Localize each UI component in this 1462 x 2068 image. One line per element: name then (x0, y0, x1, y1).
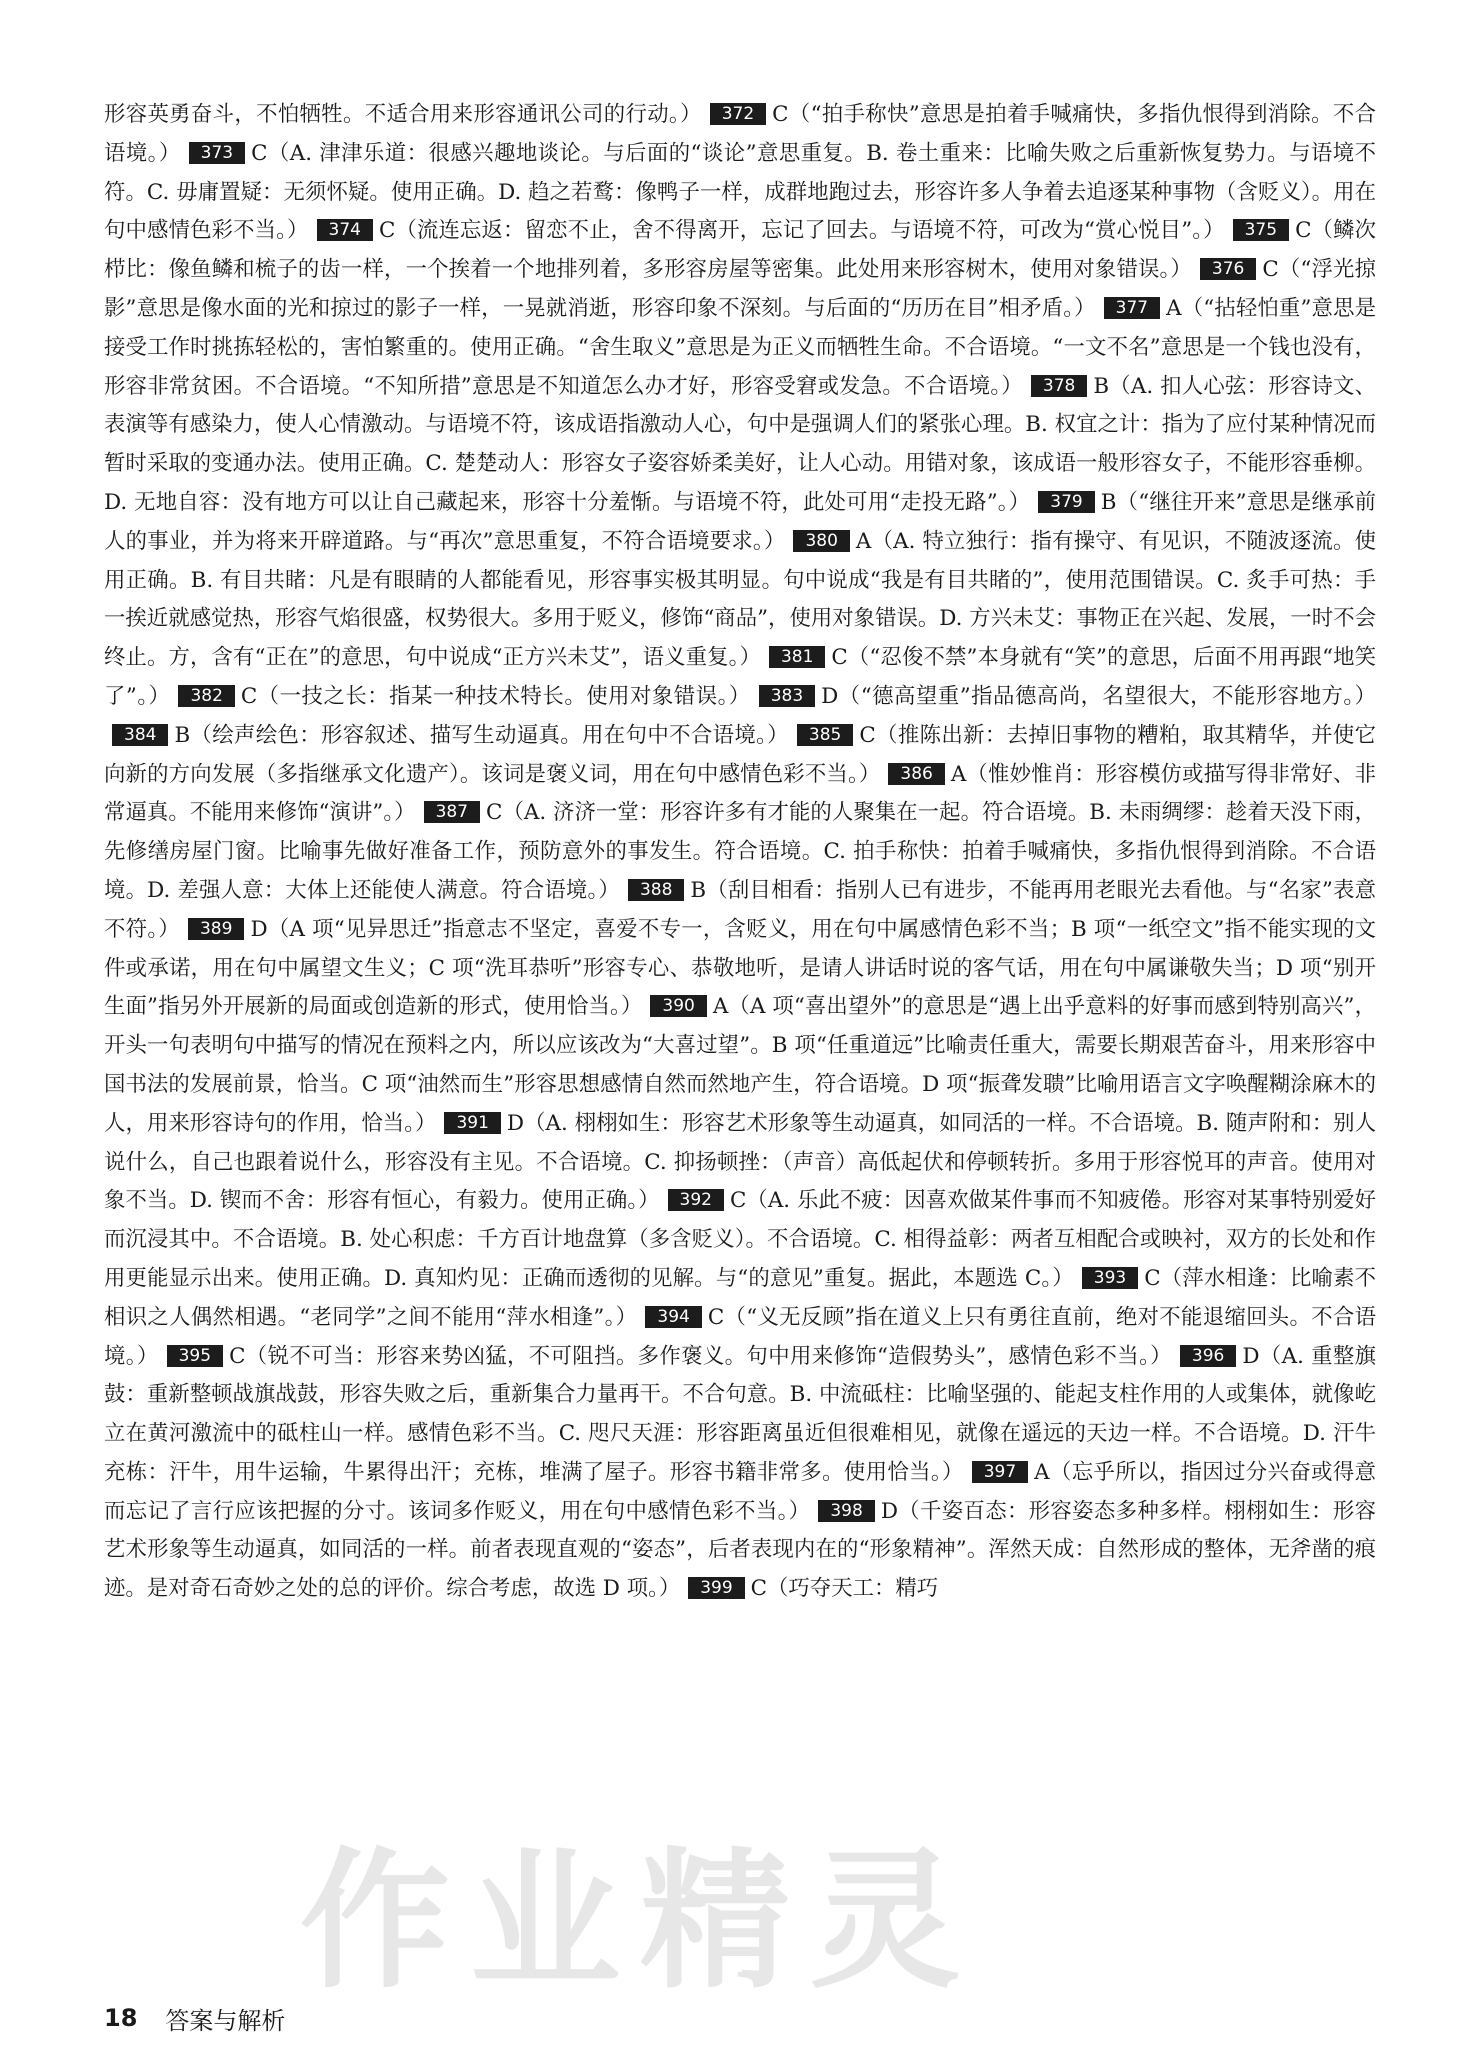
answer-text: A（惟妙惟肖：形容模仿或描写得非常好、非常逼真。不能用来修饰“演讲”。） (104, 761, 1376, 826)
question-number-badge: 393 (1082, 1267, 1138, 1289)
question-number-badge: 399 (688, 1577, 744, 1599)
question-number-badge: 380 (793, 530, 849, 552)
question-number-badge: 387 (424, 801, 480, 823)
answer-text: C（A. 津津乐道：很感兴趣地谈论。与后面的“谈论”意思重复。B. 卷土重来：比喻失败之后重新恢复势力。与语境不符。C. 毋庸置疑：无须怀疑。使用正确。D. 趋之若鹜：像鸭子一样，成群地跑过去，形容许多人争着去追逐某种事物（含贬义）。用在句中感情色彩不当。） (104, 140, 1376, 244)
question-number-badge: 389 (188, 918, 244, 940)
answer-text: B（绘声绘色：形容叙述、描写生动逼真。用在句中不合语境。） (174, 722, 789, 748)
answer-paragraph (104, 96, 1376, 1609)
question-number-badge: 379 (1038, 491, 1094, 513)
answer-text: B（A. 扣人心弦：形容诗文、表演等有感染力，使人心情激动。与语境不符，该成语指激动人心，句中是强调人们的紧张心理。B. 权宜之计：指为了应付某种情况而暂时采取的变通办法。使用正确。C. 楚楚动人：形容女子姿容娇柔美好，让人心动。用错对象，该成语一般形容女子，不能形容垂柳。D. 无地自容：没有地方可以让自己藏起来，形容十分羞惭。与语境不符，此处可用“走投无路”。） (104, 373, 1376, 515)
question-number-badge: 372 (710, 103, 766, 125)
question-number-badge: 384 (112, 724, 168, 746)
question-number-badge: 377 (1104, 297, 1160, 319)
question-number-badge: 392 (668, 1189, 724, 1211)
answer-text: C（巧夺天工：精巧 (750, 1576, 939, 1602)
answer-text-body (104, 96, 1376, 1609)
answer-text: C（萍水相逢：比喻素不相识之人偶然相遇。“老同学”之间不能用“萍水相逢”。） (104, 1265, 1377, 1330)
question-number-badge: 383 (759, 685, 815, 707)
answer-text: C（“义无反顾”指在道义上只有勇往直前，绝对不能退缩回头。不合语境。） (104, 1304, 1376, 1369)
question-number-badge: 390 (650, 995, 706, 1017)
question-number-badge: 397 (972, 1461, 1028, 1483)
answer-text: A（“拈轻怕重”意思是接受工作时挑拣轻松的，害怕繁重的。使用正确。“舍生取义”意思是为正义而牺牲生命。不合语境。“一文不名”意思是一个钱也没有，形容非常贫困。不合语境。“不知所措”意思是不知道怎么办才好，形容受窘或发急。不合语境。） (104, 295, 1377, 399)
answer-text: A（A 项“喜出望外”的意思是“遇上出乎意料的好事而感到特别高兴”，开头一句表明句中描写的情况在预料之内，所以应该改为“大喜过望”。B 项“任重道远”比喻责任重大，需要长期艰苦奋斗，用来形容中国书法的发展前景，恰当。C 项“油然而生”形容思想感情自然而然地产生，符合语境。D 项“振聋发聩”比喻用语言文字唤醒糊涂麻木的人，用来形容诗句的作用，恰当。） (104, 994, 1376, 1136)
question-number-badge: 388 (628, 879, 684, 901)
answer-text: C（“忍俊不禁”本身就有“笑”的意思，后面不用再跟“地笑了”。） (104, 645, 1377, 709)
answer-text: C（“浮光掠影”意思是像水面的光和掠过的影子一样，一晃就消逝，形容印象不深刻。与后面的“历历在目”相矛盾。） (104, 257, 1376, 321)
answer-text: D（千姿百态：形容姿态多种多样。栩栩如生：形容艺术形象等生动逼真，如同活的一样。前者表现直观的“姿态”，后者表现内在的“形象精神”。浑然天成：自然形成的整体，无斧凿的痕迹。是对奇石奇妙之处的总的评价。综合考虑，故选 D 项。） (104, 1498, 1376, 1602)
answer-text: C（A. 乐此不疲：因喜欢做某件事而不知疲倦。形容对某事特别爱好而沉浸其中。不合语境。B. 处心积虑：千方百计地盘算（多含贬义）。不合语境。C. 相得益彰：两者互相配合或映衬，双方的长处和作用更能显示出来。使用正确。D. 真知灼见：正确而透彻的见解。与“的意见”重复。据此，本题选 C。） (104, 1188, 1376, 1291)
answer-text: C（鳞次栉比：像鱼鳞和梳子的齿一样，一个挨着一个地排列着，多形容房屋等密集。此处用来形容树木，使用对象错误。） (104, 218, 1376, 283)
answer-text: D（A. 重整旗鼓：重新整顿战旗战鼓，形容失败之后，重新集合力量再干。不合句意。B. 中流砥柱：比喻坚强的、能起支柱作用的人或集体，就像屹立在黄河激流中的砥柱山一样。感情色彩不当。C. 咫尺天涯：形容距离虽近但很难相见，就像在遥远的天边一样。不合语境。D. 汗牛充栋：汗牛，用牛运输，牛累得出汗；充栋，堆满了屋子。形容书籍非常多。使用恰当。） (104, 1343, 1376, 1485)
question-number-badge: 375 (1233, 219, 1289, 241)
question-number-badge: 395 (167, 1345, 223, 1367)
question-number-badge: 398 (818, 1500, 874, 1522)
answer-text: C（一技之长：指某一种技术特长。使用对象错误。） (240, 683, 751, 709)
answer-text: C（锐不可当：形容来势凶猛，不可阻挡。多作褒义。句中用来修饰“造假势头”，感情色彩不当。） (229, 1343, 1172, 1369)
question-number-badge: 394 (645, 1306, 701, 1328)
answer-text: A（忘乎所以，指因过分兴奋或得意而忘记了言行应该把握的分寸。该词多作贬义，用在句中感情色彩不当。） (104, 1459, 1376, 1524)
question-number-badge: 391 (444, 1112, 500, 1134)
question-number-badge: 381 (769, 646, 825, 668)
answer-text: D（A. 栩栩如生：形容艺术形象等生动逼真，如同活的一样。不合语境。B. 随声附和：别人说什么，自己也跟着说什么，形容没有主见。不合语境。C. 抑扬顿挫：（声音）高低起伏和停顿转折。多用于形容悦耳的声音。使用对象不当。D. 锲而不舍：形容有恒心，有毅力。使用正确。） (104, 1110, 1376, 1214)
answer-text: C（A. 济济一堂：形容许多有才能的人聚集在一起。符合语境。B. 未雨绸缪：趁着天没下雨，先修缮房屋门窗。比喻事先做好准备工作，预防意外的事发生。符合语境。C. 拍手称快：拍着手喊痛快，多指仇恨得到消除。不合语境。D. 差强人意：大体上还能使人满意。符合语境。） (104, 800, 1377, 903)
answer-text: D（A 项“见异思迁”指意志不坚定，喜爱不专一，含贬义，用在句中属感情色彩不当；B 项“一纸空文”指不能实现的文件或承诺，用在句中属望文生义；C 项“洗耳恭听”形容专心、恭敬地听，是请人讲话时说的客气话，用在句中属谦敬失当；D 项“别开生面”指另外开展新的局面或创造新的形式，使用恰当。） (104, 916, 1376, 1020)
question-number-badge: 382 (178, 685, 234, 707)
question-number-badge: 373 (189, 142, 245, 164)
question-number-badge: 385 (797, 724, 853, 746)
answer-text: B（“继往开来”意思是继承前人的事业，并为将来开辟道路。与“再次”意思重复，不符合语境要求。） (104, 489, 1376, 554)
question-number-badge: 374 (317, 219, 373, 241)
footer-title: 答案与解析 (165, 2006, 286, 2035)
answer-text: C（“拍手称快”意思是拍着手喊痛快，多指仇恨得到消除。不合语境。） (104, 102, 1376, 166)
answer-text: C（流连忘返：留恋不止，舍不得离开，忘记了回去。与语境不符，可改为“赏心悦目”。） (378, 218, 1225, 244)
question-number-badge: 386 (888, 763, 944, 785)
page-footer (104, 1998, 285, 2038)
answer-text: B（刮目相看：指别人已有进步，不能再用老眼光去看他。与“名家”表意不符。） (104, 877, 1376, 942)
page-number: 18 (104, 2004, 138, 2032)
answer-text: 形容英勇奋斗，不怕牺牲。不适合用来形容通讯公司的行动。） (104, 102, 702, 127)
answer-text: D（“德高望重”指品德高尚，名望很大，不能形容地方。） (821, 683, 1376, 709)
question-number-badge: 396 (1180, 1345, 1236, 1367)
question-number-badge: 376 (1200, 258, 1256, 280)
answer-text: A（A. 特立独行：指有操守、有见识，不随波逐流。使用正确。B. 有目共睹：凡是有眼睛的人都能看见，形容事实极其明显。句中说成“我是有目共睹的”，使用范围错误。C. 炙手可热：手一挨近就感觉热，形容气焰很盛，权势很大。多用于贬义，修饰“商品”，使用对象错误。D. 方兴未艾：事物正在兴起、发展，一时不会终止。方，含有“正在”的意思，句中说成“正方兴未艾”，语义重复。） (104, 528, 1376, 671)
question-number-badge: 378 (1031, 375, 1087, 397)
watermark: 作业精灵 (300, 1835, 981, 2009)
answer-text: C（推陈出新：去掉旧事物的糟粕，取其精华，并使它向新的方向发展（多指继承文化遗产）。该词是褒义词，用在句中感情色彩不当。） (104, 722, 1376, 787)
